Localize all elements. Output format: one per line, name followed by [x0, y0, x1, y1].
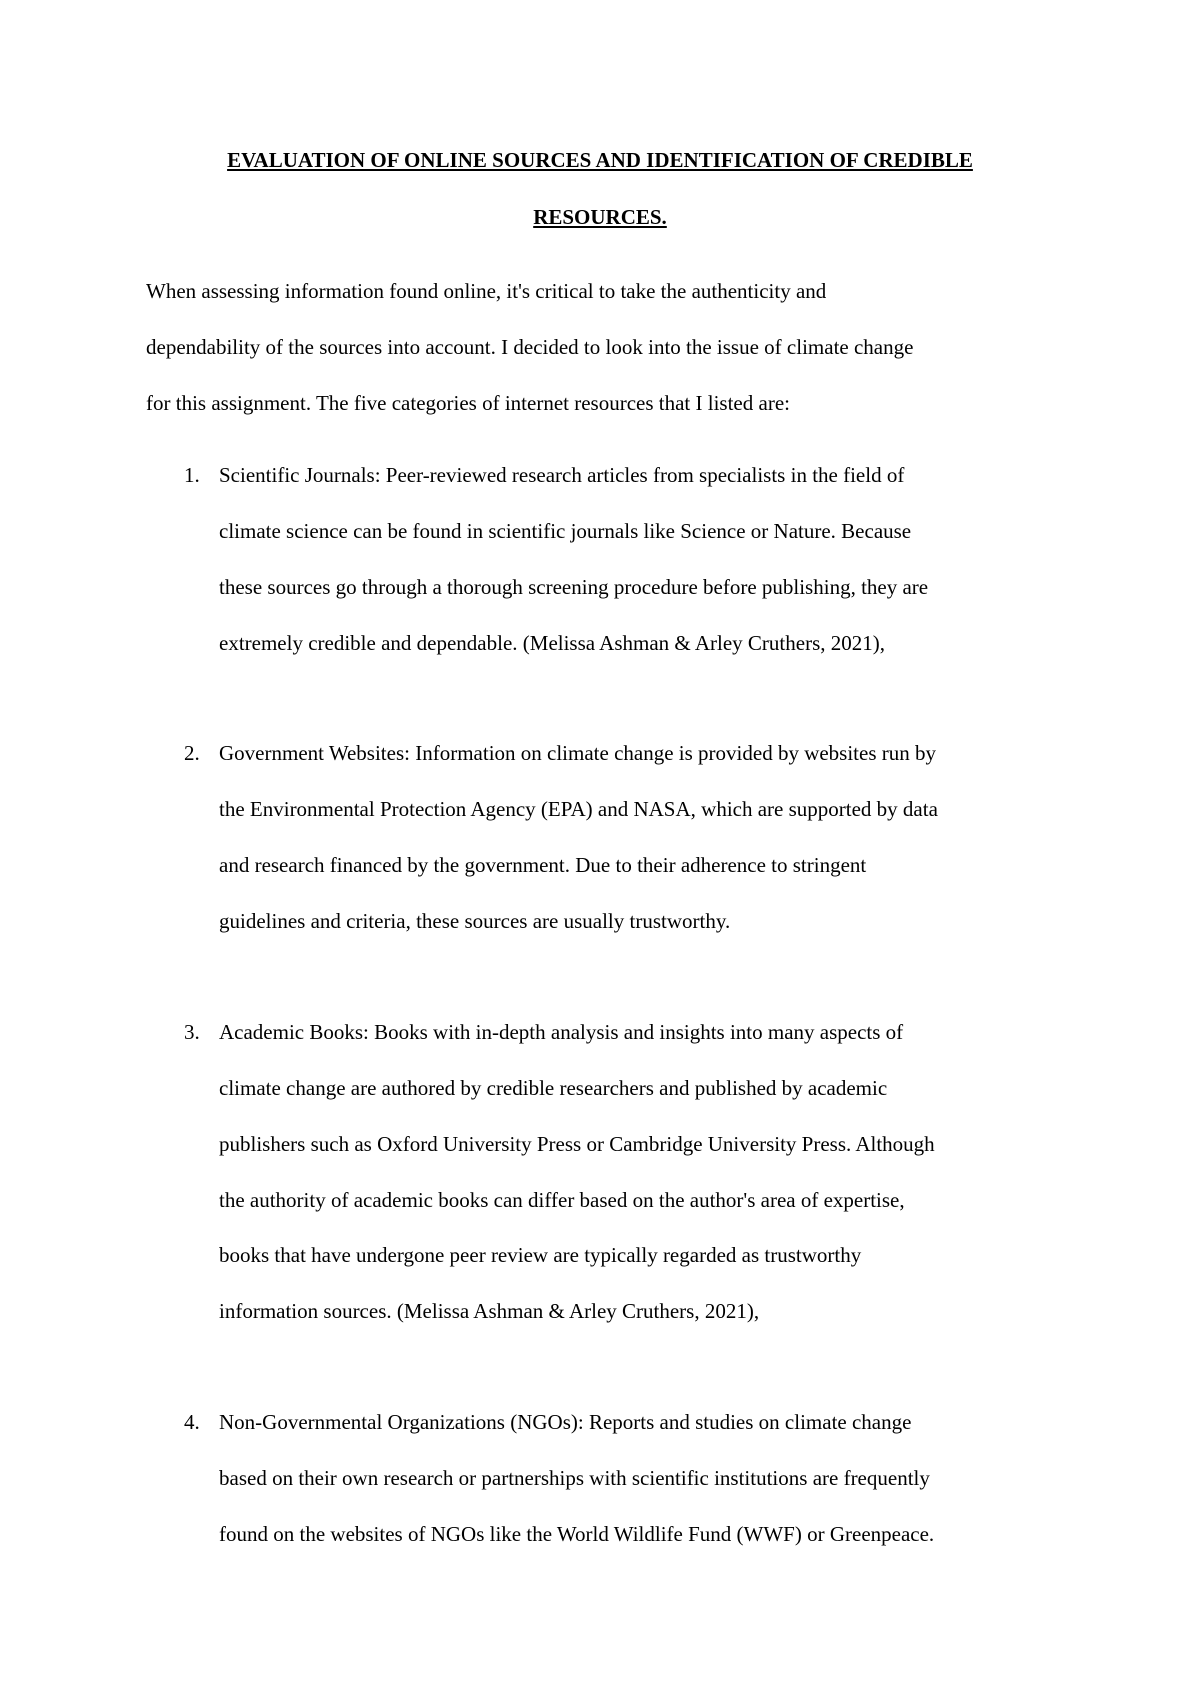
list-item-line: publishers such as Oxford University Press or Cambridge University Press. Although: [219, 1132, 935, 1156]
list-item-line: based on their own research or partnerships with scientific institutions are frequently: [219, 1466, 930, 1490]
list-item-number: 3.: [184, 1020, 200, 1044]
list-item-line: extremely credible and dependable. (Melissa Ashman & Arley Cruthers, 2021),: [219, 631, 885, 655]
intro-line: When assessing information found online, it's critical to take the authenticity and: [146, 279, 827, 303]
list-item-line: found on the websites of NGOs like the World Wildlife Fund (WWF) or Greenpeace.: [219, 1522, 935, 1546]
list-item-number: 1.: [184, 463, 200, 487]
list-item-line: and research financed by the government. Due to their adherence to stringent: [219, 853, 867, 877]
intro-line: for this assignment. The five categories of internet resources that I listed are:: [146, 391, 790, 415]
list-item-number: 4.: [184, 1410, 200, 1434]
list-item-line: climate change are authored by credible researchers and published by academic: [219, 1076, 888, 1100]
list-item-line: the Environmental Protection Agency (EPA) and NASA, which are supported by data: [219, 797, 938, 821]
list-item-line: Government Websites: Information on climate change is provided by websites run by: [219, 741, 937, 765]
intro-line: dependability of the sources into account. I decided to look into the issue of climate change: [146, 335, 914, 359]
list-item-line: these sources go through a thorough screening procedure before publishing, they are: [219, 575, 929, 599]
list-item-line: Scientific Journals: Peer-reviewed research articles from specialists in the field of: [219, 463, 905, 487]
list-item-line: information sources. (Melissa Ashman & Arley Cruthers, 2021),: [219, 1299, 760, 1323]
list-item-line: books that have undergone peer review are typically regarded as trustworthy: [219, 1243, 862, 1267]
list-item-number: 2.: [184, 741, 200, 765]
list-item-line: Academic Books: Books with in-depth analysis and insights into many aspects of: [219, 1020, 904, 1044]
list-item-line: Non-Governmental Organizations (NGOs): Reports and studies on climate change: [219, 1410, 912, 1434]
list-item-line: guidelines and criteria, these sources are usually trustworthy.: [219, 909, 731, 933]
list-item-line: the authority of academic books can differ based on the author's area of expertise,: [219, 1188, 905, 1212]
document-title-line-2: RESOURCES.: [533, 205, 667, 229]
document-title-line-1: EVALUATION OF ONLINE SOURCES AND IDENTIFICATION OF CREDIBLE: [227, 148, 973, 172]
list-item-line: climate science can be found in scientific journals like Science or Nature. Because: [219, 519, 912, 543]
